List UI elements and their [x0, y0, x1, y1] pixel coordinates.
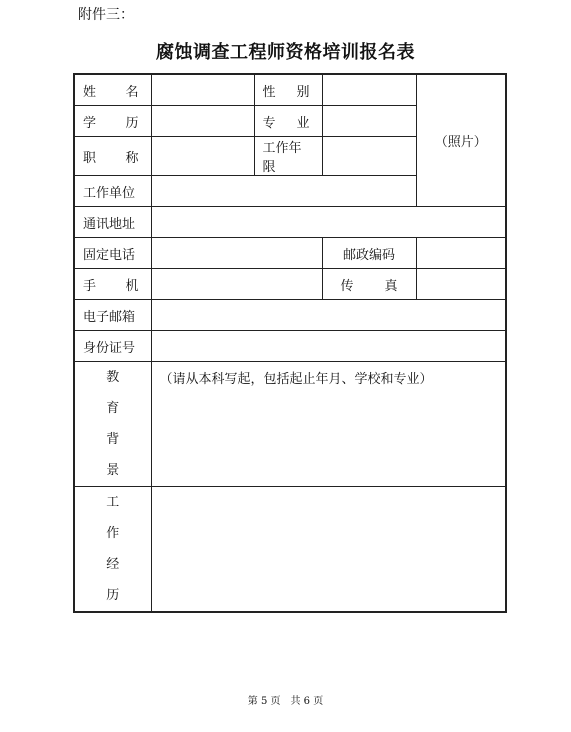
gender-label: 性 别: [254, 74, 322, 106]
major-label: 专 业: [254, 106, 322, 137]
form-title: 腐蚀调查工程师资格培训报名表: [156, 42, 415, 63]
registration-form-table: [73, 73, 507, 613]
work-history-label: 工 作 经 历: [74, 487, 151, 613]
postcode-label: 邮政编码: [322, 238, 416, 269]
email-field[interactable]: [151, 300, 506, 331]
landline-field[interactable]: [151, 238, 322, 269]
fax-label: 传 真: [322, 269, 416, 300]
gender-field[interactable]: [322, 74, 416, 106]
job-title-field[interactable]: [151, 137, 254, 176]
employer-field[interactable]: [151, 176, 416, 207]
landline-label: 固定电话: [74, 238, 151, 269]
id-number-label: 身份证号: [74, 331, 151, 362]
mobile-label: 手 机: [74, 269, 151, 300]
address-field[interactable]: [151, 207, 506, 238]
work-years-field[interactable]: [322, 137, 416, 176]
photo-label: （照片）: [434, 135, 487, 150]
attachment-label: 附件三：: [78, 7, 134, 23]
job-title-label: 职 称: [74, 137, 151, 176]
work-years-label: 工作年限: [254, 137, 322, 176]
education-label: 学 历: [74, 106, 151, 137]
fax-field[interactable]: [416, 269, 506, 300]
name-label: 姓 名: [74, 74, 151, 106]
edu-background-label: 教 育 背 景: [74, 362, 151, 487]
employer-label: 工作单位: [74, 176, 151, 207]
id-number-field[interactable]: [151, 331, 506, 362]
mobile-field[interactable]: [151, 269, 322, 300]
edu-background-note: （请从本科写起，包括起止年月、学校和专业）: [159, 372, 433, 387]
work-history-field[interactable]: [151, 487, 506, 613]
education-field[interactable]: [151, 106, 254, 137]
photo-box[interactable]: [416, 74, 506, 207]
name-field[interactable]: [151, 74, 254, 106]
page-footer: 第 5 页 共 6 页: [247, 696, 324, 707]
major-field[interactable]: [322, 106, 416, 137]
edu-background-field[interactable]: [151, 362, 506, 487]
postcode-field[interactable]: [416, 238, 506, 269]
email-label: 电子邮箱: [74, 300, 151, 331]
address-label: 通讯地址: [74, 207, 151, 238]
